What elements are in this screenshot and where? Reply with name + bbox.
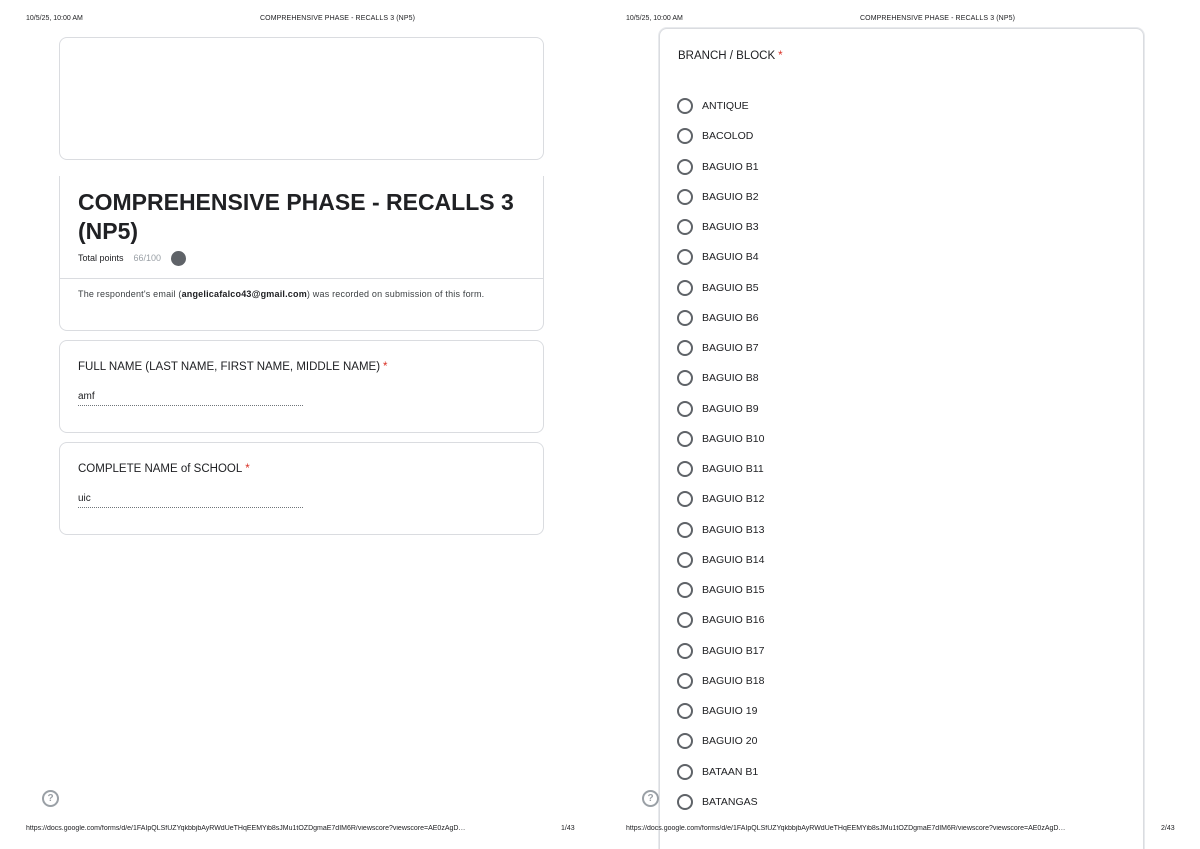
print-title: COMPREHENSIVE PHASE - RECALLS 3 (NP5) bbox=[860, 15, 1016, 22]
radio-option[interactable] bbox=[677, 182, 1117, 212]
radio-option-label: BAGUIO B17 bbox=[702, 644, 765, 657]
radio-unchecked-icon[interactable] bbox=[677, 310, 693, 326]
print-header bbox=[0, 15, 600, 25]
total-points bbox=[78, 251, 186, 265]
radio-unchecked-icon[interactable] bbox=[677, 552, 693, 568]
total-points-value: 66/100 bbox=[133, 253, 162, 263]
radio-unchecked-icon[interactable] bbox=[677, 370, 693, 386]
total-points-label: Total points bbox=[78, 253, 124, 263]
required-asterisk: * bbox=[383, 361, 388, 373]
radio-option-label: BAGUIO B1 bbox=[702, 160, 759, 173]
score-dot-icon bbox=[171, 251, 186, 266]
radio-option[interactable] bbox=[677, 545, 1117, 575]
radio-unchecked-icon[interactable] bbox=[677, 794, 693, 810]
print-page-2 bbox=[600, 0, 1200, 849]
branch-label: BRANCH / BLOCK bbox=[678, 50, 776, 62]
radio-option-label: BAGUIO B8 bbox=[702, 372, 759, 385]
radio-option-label: BAGUIO B2 bbox=[702, 190, 759, 203]
question-branch-block bbox=[659, 28, 1144, 849]
radio-option[interactable] bbox=[677, 515, 1117, 545]
help-circle-icon[interactable]: ? bbox=[642, 790, 659, 807]
radio-unchecked-icon[interactable] bbox=[677, 612, 693, 628]
radio-unchecked-icon[interactable] bbox=[677, 189, 693, 205]
radio-option-label: BAGUIO 20 bbox=[702, 735, 758, 748]
radio-option[interactable] bbox=[677, 394, 1117, 424]
radio-option[interactable] bbox=[677, 212, 1117, 242]
radio-option-label: BATANGAS bbox=[702, 795, 758, 808]
radio-option[interactable] bbox=[677, 121, 1117, 151]
radio-unchecked-icon[interactable] bbox=[677, 764, 693, 780]
radio-option-label: BAGUIO B6 bbox=[702, 311, 759, 324]
help-circle-icon[interactable]: ? bbox=[42, 790, 59, 807]
radio-unchecked-icon[interactable] bbox=[677, 733, 693, 749]
print-header bbox=[600, 15, 1200, 25]
radio-unchecked-icon[interactable] bbox=[677, 128, 693, 144]
school-label: COMPLETE NAME of SCHOOL bbox=[78, 463, 243, 475]
radio-unchecked-icon[interactable] bbox=[677, 703, 693, 719]
form-title: COMPREHENSIVE PHASE - RECALLS 3 (NP5) bbox=[78, 189, 514, 244]
branch-options bbox=[677, 91, 1117, 817]
radio-unchecked-icon[interactable] bbox=[677, 219, 693, 235]
radio-option[interactable] bbox=[677, 666, 1117, 696]
email-note-after: ) was recorded on submission of this form. bbox=[306, 289, 485, 299]
radio-option-label: BAGUIO B3 bbox=[702, 221, 759, 234]
email-note bbox=[78, 287, 528, 301]
full-name-label: FULL NAME (LAST NAME, FIRST NAME, MIDDLE NAME) bbox=[78, 361, 381, 373]
radio-option-label: BAGUIO B15 bbox=[702, 584, 765, 597]
question-full-name bbox=[59, 340, 544, 433]
radio-unchecked-icon[interactable] bbox=[677, 98, 693, 114]
required-asterisk: * bbox=[778, 50, 783, 62]
radio-option[interactable] bbox=[677, 696, 1117, 726]
radio-unchecked-icon[interactable] bbox=[677, 461, 693, 477]
radio-unchecked-icon[interactable] bbox=[677, 159, 693, 175]
radio-option[interactable] bbox=[677, 726, 1117, 756]
required-asterisk: * bbox=[245, 463, 250, 475]
radio-option-label: BAGUIO B7 bbox=[702, 342, 759, 355]
radio-option[interactable] bbox=[677, 91, 1117, 121]
radio-option[interactable] bbox=[677, 273, 1117, 303]
header-banner bbox=[59, 37, 544, 160]
radio-unchecked-icon[interactable] bbox=[677, 673, 693, 689]
radio-unchecked-icon[interactable] bbox=[677, 280, 693, 296]
radio-unchecked-icon[interactable] bbox=[677, 431, 693, 447]
radio-option-label: BACOLOD bbox=[702, 130, 754, 143]
radio-option-label: BAGUIO B5 bbox=[702, 281, 759, 294]
print-page-number: 2/43 bbox=[1161, 825, 1175, 832]
print-url: https://docs.google.com/forms/d/e/1FAIpQLSfUZYqkbbjbAyRWdUeTHqEEMYib8sJMu1tOZDgmaE7dIM6R/viewscore?viewscore=AE0zAgD… bbox=[626, 825, 1066, 832]
radio-option-label: BAGUIO B14 bbox=[702, 553, 765, 566]
radio-option[interactable] bbox=[677, 454, 1117, 484]
question-label bbox=[78, 361, 388, 373]
school-answer: uic bbox=[78, 492, 303, 508]
radio-option[interactable] bbox=[677, 757, 1117, 787]
radio-option-label: BATAAN B1 bbox=[702, 765, 759, 778]
radio-option[interactable] bbox=[677, 303, 1117, 333]
print-date: 10/5/25, 10:00 AM bbox=[26, 15, 83, 22]
radio-option[interactable] bbox=[677, 333, 1117, 363]
radio-unchecked-icon[interactable] bbox=[677, 340, 693, 356]
radio-option-label: BAGUIO B10 bbox=[702, 432, 765, 445]
radio-unchecked-icon[interactable] bbox=[677, 582, 693, 598]
radio-option-label: ANTIQUE bbox=[702, 100, 749, 113]
radio-option-label: BAGUIO B18 bbox=[702, 674, 765, 687]
radio-option-label: BAGUIO B4 bbox=[702, 251, 759, 264]
radio-option-label: BAGUIO B9 bbox=[702, 402, 759, 415]
radio-option[interactable] bbox=[677, 484, 1117, 514]
radio-option-label: BAGUIO B16 bbox=[702, 614, 765, 627]
radio-option[interactable] bbox=[677, 242, 1117, 272]
radio-unchecked-icon[interactable] bbox=[677, 249, 693, 265]
print-date: 10/5/25, 10:00 AM bbox=[626, 15, 683, 22]
radio-option[interactable] bbox=[677, 636, 1117, 666]
radio-option-label: BAGUIO 19 bbox=[702, 705, 758, 718]
radio-option[interactable] bbox=[677, 575, 1117, 605]
divider bbox=[60, 278, 543, 279]
respondent-email: angelicafalco43@gmail.com bbox=[181, 289, 307, 299]
print-footer bbox=[0, 825, 600, 835]
radio-option-label: BAGUIO B13 bbox=[702, 523, 765, 536]
radio-option-label: BAGUIO B12 bbox=[702, 493, 765, 506]
radio-option[interactable] bbox=[677, 152, 1117, 182]
question-label bbox=[678, 50, 783, 62]
radio-option[interactable] bbox=[677, 605, 1117, 635]
radio-option-label: BAGUIO B11 bbox=[702, 463, 764, 476]
question-school bbox=[59, 442, 544, 535]
print-title: COMPREHENSIVE PHASE - RECALLS 3 (NP5) bbox=[260, 15, 416, 22]
form-title-card bbox=[59, 176, 544, 331]
print-url: https://docs.google.com/forms/d/e/1FAIpQLSfUZYqkbbjbAyRWdUeTHqEEMYib8sJMu1tOZDgmaE7dIM6R/viewscore?viewscore=AE0zAgD… bbox=[26, 825, 466, 832]
question-label bbox=[78, 463, 250, 475]
radio-option[interactable] bbox=[677, 787, 1117, 817]
radio-option[interactable] bbox=[677, 424, 1117, 454]
email-note-before: The respondent's email ( bbox=[78, 289, 182, 299]
radio-unchecked-icon[interactable] bbox=[677, 643, 693, 659]
print-page-number: 1/43 bbox=[561, 825, 575, 832]
radio-unchecked-icon[interactable] bbox=[677, 491, 693, 507]
radio-option[interactable] bbox=[677, 363, 1117, 393]
print-footer bbox=[600, 825, 1200, 835]
radio-unchecked-icon[interactable] bbox=[677, 522, 693, 538]
full-name-answer: amf bbox=[78, 390, 303, 406]
radio-unchecked-icon[interactable] bbox=[677, 401, 693, 417]
